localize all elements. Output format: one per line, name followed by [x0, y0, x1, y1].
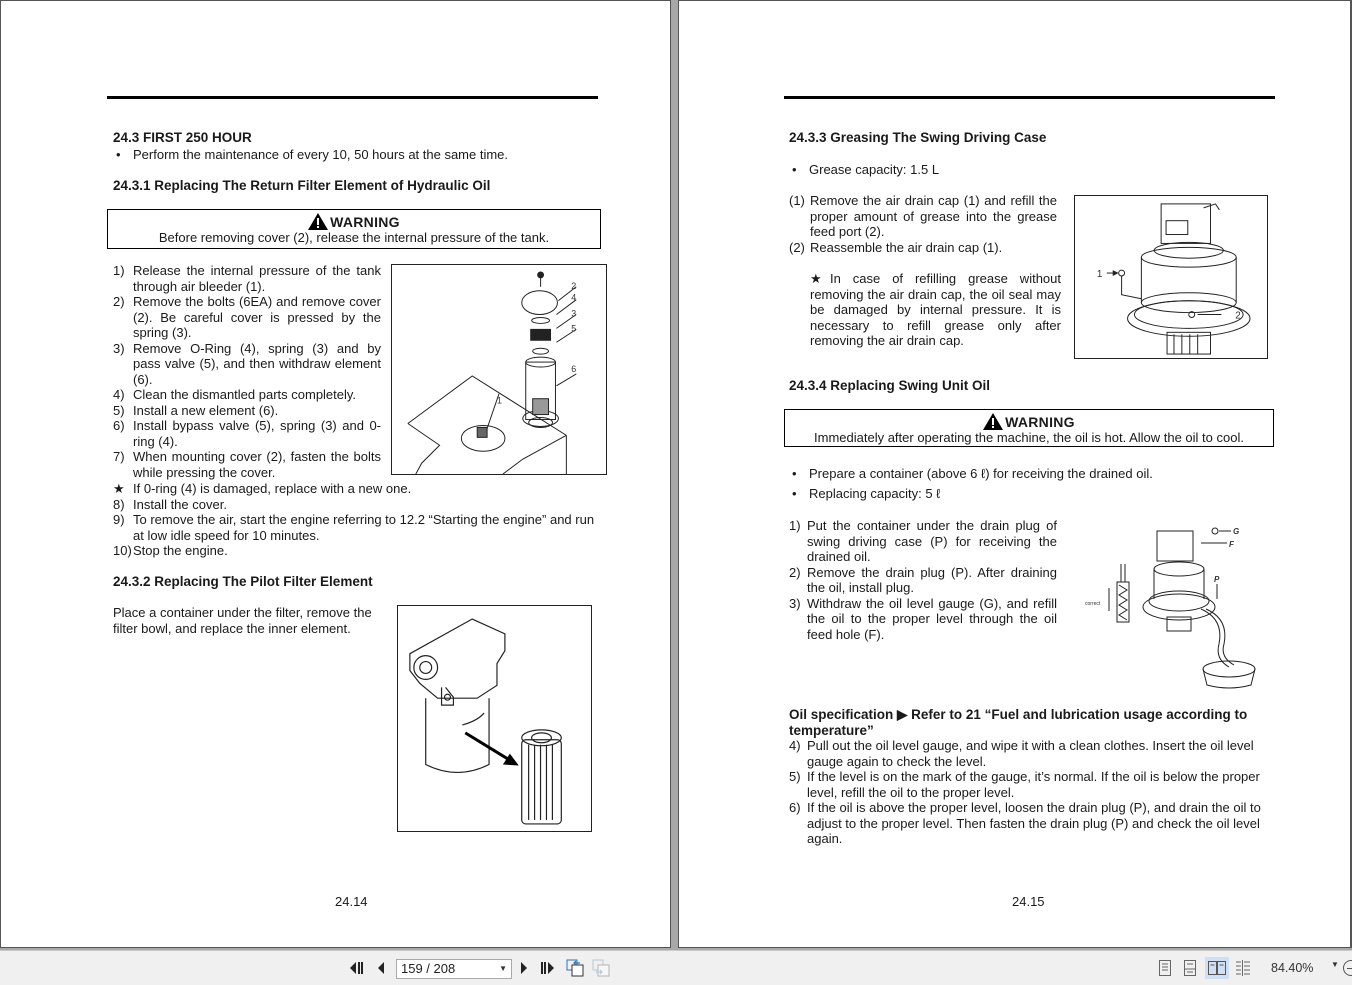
oil-drain-diagram [1079, 519, 1269, 691]
note-item: ★ If 0-ring (4) is damaged, replace with a new one. [113, 481, 412, 496]
swing-drive-diagram [1074, 195, 1268, 359]
steps-list [789, 193, 1057, 255]
svg-text:F: F [1229, 540, 1234, 549]
first-page-icon [349, 962, 363, 974]
continuous-view-button[interactable] [1183, 959, 1197, 977]
continuous-facing-view-button[interactable] [1235, 959, 1251, 977]
pilot-filter-illustration [398, 606, 591, 831]
svg-text:correct: correct [1085, 601, 1101, 607]
list-item: 6) Install bypass valve (5), spring (3) and 0-ring (4). [113, 418, 381, 449]
warning-label: WARNING [1005, 413, 1075, 430]
svg-text:2: 2 [1235, 310, 1241, 322]
list-item: 6) If the oil is above the proper level, loosen the drain plug (P), and drain the oil to adjust to the proper level. Then fasten the drain plug (P) and check the oil level again. [789, 800, 1261, 846]
warning-text: Before removing cover (2), release the internal pressure of the tank. [158, 230, 550, 245]
bullet-list [789, 466, 1269, 502]
zoom-out-button[interactable] [1343, 960, 1352, 976]
steps-list [789, 518, 1057, 642]
next-view-icon [592, 959, 610, 977]
chevron-down-icon: ▼ [499, 964, 507, 973]
bullet-item: • Replacing capacity: 5 ℓ [789, 486, 1269, 502]
steps-list [113, 263, 381, 480]
list-item: 3) Withdraw the oil level gauge (G), and refill the oil to the proper level through the oil feed hole (F). [789, 595, 1057, 642]
svg-text:6: 6 [571, 363, 577, 374]
list-item: 4) Pull out the oil level gauge, and wipe it with a clean clothes. Insert the oil level gauge again to check the level. [789, 738, 1254, 769]
return-filter-diagram [391, 264, 607, 475]
previous-view-icon [566, 959, 584, 977]
header-rule [107, 96, 598, 99]
bullet-dot: • [792, 486, 797, 501]
warning-box [107, 209, 601, 249]
list-item: 2) Remove the drain plug (P). After draining the oil, install plug. [789, 564, 1057, 595]
warning-box [784, 409, 1274, 447]
list-item: 9) To remove the air, start the engine referring to 12.2 “Starting the engine” and run at low idle speed for 10 minutes. [113, 512, 595, 543]
continuous-page-icon [1184, 960, 1196, 976]
continuous-facing-icon [1235, 960, 1251, 976]
page-number: 24.14 [335, 894, 368, 909]
page-number: 24.15 [1012, 894, 1045, 909]
zoom-dropdown-icon[interactable]: ▼ [1331, 960, 1339, 969]
paragraph: Place a container under the filter, remove the filter bowl, and replace the inner element. [113, 605, 372, 636]
bullet-dot: • [792, 162, 797, 177]
page-number-select[interactable] [396, 959, 512, 979]
bullet-dot: • [792, 466, 797, 481]
bullet-item: • Grease capacity: 1.5 L [789, 162, 1089, 178]
subsection-title: 24.3.2 Replacing The Pilot Filter Element [113, 574, 373, 589]
list-item: 4) Clean the dismantled parts completely. [113, 387, 357, 402]
bullet-item: • Prepare a container (above 6 ℓ) for receiving the drained oil. [789, 466, 1269, 482]
subsection-title: 24.3.3 Greasing The Swing Driving Case [789, 130, 1047, 145]
list-item: 2) Remove the bolts (6EA) and remove cover (2). Be careful cover is pressed by the spring (3). [113, 294, 381, 340]
note-paragraph: ★In case of refilling grease without removing the air drain cap, the oil seal may be damaged by internal pressure. It is necessary to refill grease only after removing the air drain cap. [810, 271, 1061, 348]
warning-triangle-icon [983, 413, 1003, 430]
single-page-view-button[interactable] [1158, 959, 1172, 977]
warning-label: WARNING [330, 213, 400, 230]
svg-text:5: 5 [571, 323, 577, 334]
svg-text:P: P [1214, 575, 1220, 584]
list-item: (1) Remove the air drain cap (1) and refill the proper amount of grease into the grease feed port (2). [789, 193, 1057, 239]
swing-drive-illustration [1075, 196, 1267, 358]
list-item: 10) Stop the engine. [113, 543, 228, 558]
steps-list-continued [113, 481, 603, 559]
list-item: 1) Release the internal pressure of the tank through air bleeder (1). [113, 263, 381, 294]
pilot-filter-diagram [397, 605, 592, 832]
warning-triangle-icon [308, 213, 328, 230]
list-item: 5) Install a new element (6). [113, 402, 279, 418]
svg-text:1: 1 [1096, 269, 1103, 280]
facing-pages-icon [1208, 961, 1226, 975]
bullet-dot: • [116, 147, 121, 162]
star-icon: ★ [113, 481, 125, 496]
header-rule [784, 96, 1275, 99]
warning-text: Immediately after operating the machine, the oil is hot. Allow the oil to cool. [814, 430, 1244, 445]
steps-list-continued [789, 738, 1267, 847]
list-item: 3) Remove O-Ring (4), spring (3) and by pass valve (5), and then withdraw element (6). [113, 340, 381, 387]
next-view-button[interactable] [592, 959, 610, 977]
first-page-button[interactable] [348, 959, 364, 977]
svg-text:2: 2 [571, 280, 577, 291]
svg-text:4: 4 [571, 292, 577, 303]
svg-text:1: 1 [497, 395, 502, 406]
page-left [0, 0, 671, 948]
last-page-icon [541, 962, 555, 974]
facing-view-button[interactable] [1205, 957, 1229, 979]
oil-specification: Oil specification ▶ Refer to 21 “Fuel and lubrication usage according to temperature” [789, 707, 1248, 738]
return-filter-illustration [392, 265, 606, 474]
svg-text:G: G [1233, 527, 1240, 536]
next-page-icon [520, 962, 528, 974]
oil-drain-illustration [1079, 519, 1269, 691]
page-number-display: 159 / 208 [401, 961, 456, 976]
single-page-icon [1159, 960, 1171, 976]
last-page-button[interactable] [541, 959, 555, 977]
previous-page-icon [377, 962, 385, 974]
list-item: (2) Reassemble the air drain cap (1). [789, 239, 1003, 255]
list-item: 5) If the level is on the mark of the gauge, it’s normal. If the oil is below the proper level, refill the oil to the proper level. [789, 769, 1260, 800]
svg-text:3: 3 [571, 308, 577, 319]
list-item: 7) When mounting cover (2), fasten the bolts while pressing the cover. [113, 449, 381, 480]
section-title: 24.3 FIRST 250 HOUR [113, 130, 252, 145]
previous-view-button[interactable] [566, 959, 584, 977]
page-right [678, 0, 1352, 948]
zoom-level[interactable]: 84.40% [1271, 961, 1314, 975]
previous-page-button[interactable] [375, 959, 387, 977]
section-bullet: • Perform the maintenance of every 10, 50 hours at the same time. [113, 147, 603, 163]
navigation-toolbar [0, 950, 1352, 985]
subsection-title: 24.3.1 Replacing The Return Filter Element of Hydraulic Oil [113, 178, 491, 193]
list-item: 8) Install the cover. [113, 496, 227, 512]
next-page-button[interactable] [519, 959, 529, 977]
subsection-title: 24.3.4 Replacing Swing Unit Oil [789, 378, 991, 393]
list-item: 1) Put the container under the drain plug of swing driving case (P) for receiving the drained oil. [789, 518, 1057, 564]
